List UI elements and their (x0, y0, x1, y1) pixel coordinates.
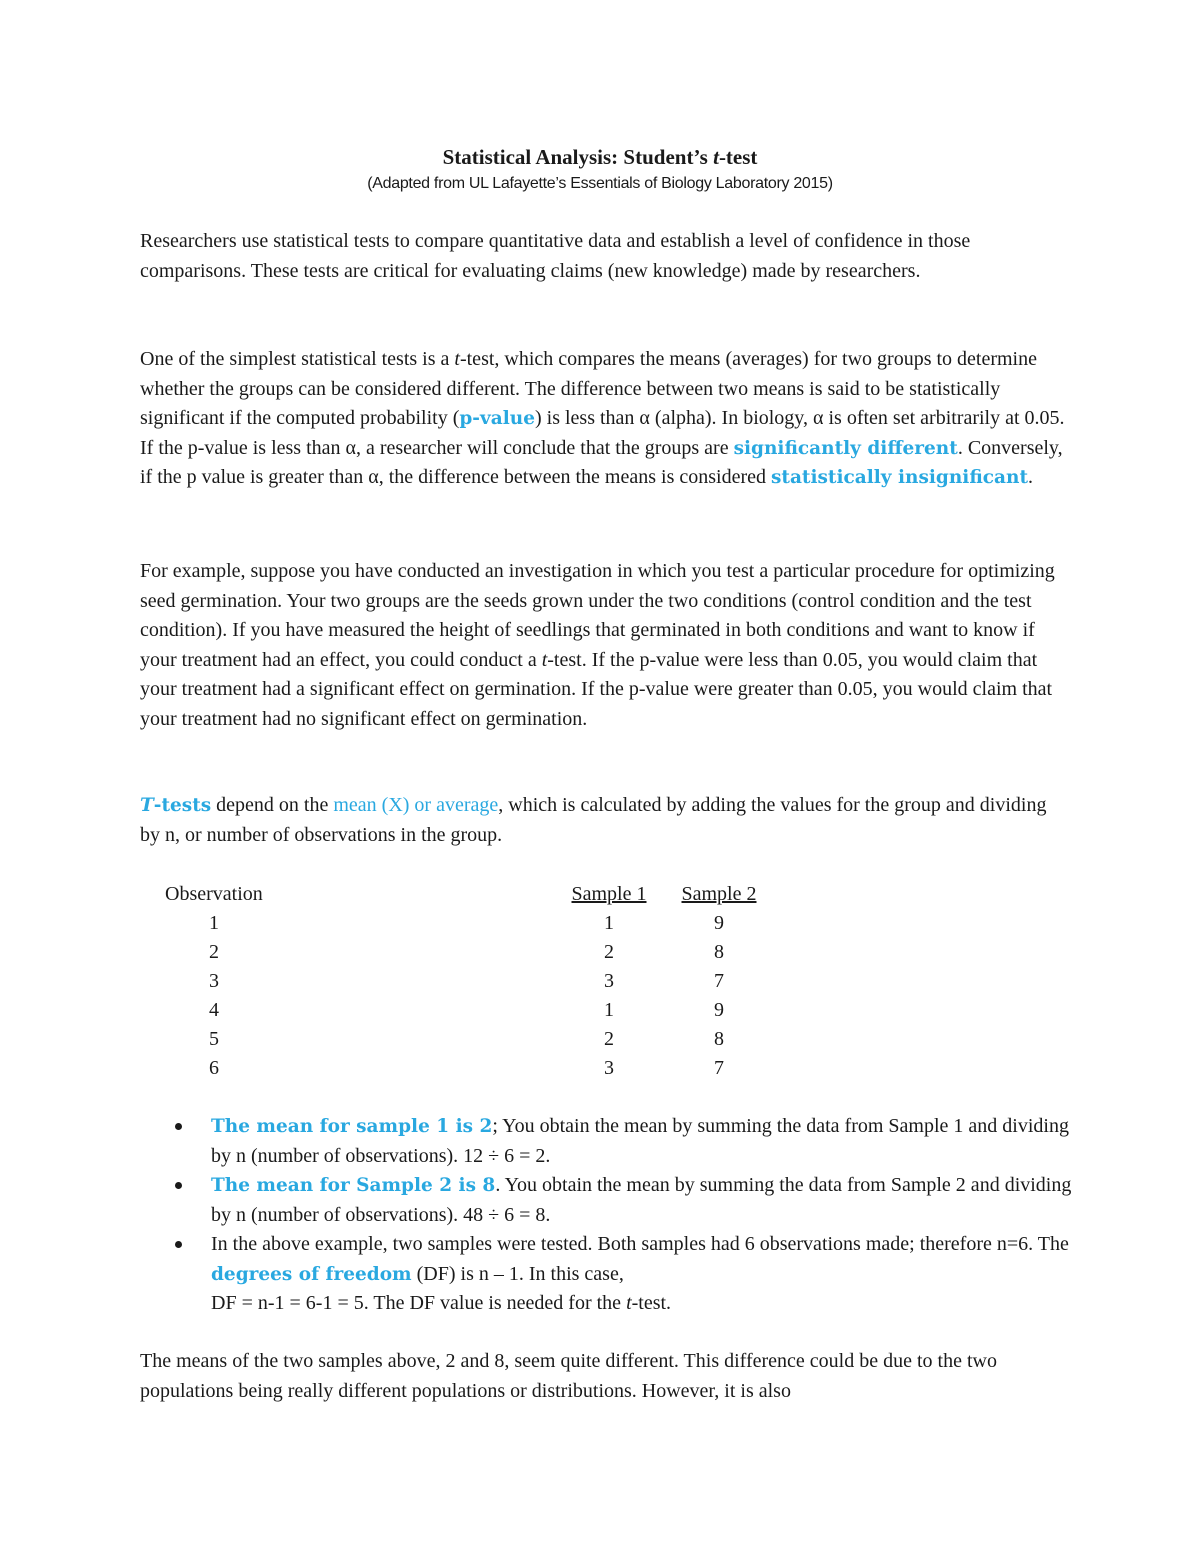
p2-text-i: . (1028, 466, 1034, 488)
degrees-of-freedom-term: degrees of freedom (211, 1263, 412, 1285)
alpha-symbol: α (345, 436, 356, 459)
cell-sample-2: 9 (714, 999, 724, 1021)
paragraph-example (140, 557, 1070, 734)
bullet-icon (175, 1241, 182, 1248)
cell-sample-1: 3 (604, 970, 614, 992)
p3-t-italic: t (541, 648, 548, 671)
list-item (172, 1171, 1072, 1230)
cell-sample-2: 9 (714, 912, 724, 934)
bullet-3-text-c: DF = n-1 = 6-1 = 5. The DF value is needed for the (211, 1292, 627, 1314)
alpha-symbol: α (368, 466, 379, 488)
cell-sample-2: 8 (714, 941, 724, 963)
table-row (140, 938, 774, 967)
bullet-3-text-b: (DF) is n – 1. In this case, (411, 1262, 624, 1285)
p2-text-a: One of the simplest statistical tests is a (140, 348, 455, 370)
spacer (359, 1054, 554, 1083)
p2-text-d: (alpha). In biology, (649, 407, 814, 429)
bullet-3-text-a: In the above example, two samples were tested. Both samples had 6 observations made; therefore n=6. The (211, 1233, 1069, 1255)
title-prefix: Statistical Analysis: Student’s (442, 145, 714, 169)
paragraph-mean (140, 791, 1070, 850)
table-header-row (140, 880, 774, 909)
significantly-different-term: significantly different (733, 437, 958, 459)
cell-observation: 1 (209, 912, 219, 934)
paragraph-ttest-definition (140, 345, 1070, 493)
t-tests-t-italic: T (140, 795, 154, 816)
paragraph-means-comparison: The means of the two samples above, 2 and 8, seem quite different. This difference could be due to the two populations being really different populations or distributions. However, it is also (140, 1350, 997, 1402)
cell-observation: 6 (209, 1057, 219, 1079)
bullet-list (172, 1112, 1072, 1319)
spacer (359, 938, 554, 967)
bullet-icon (175, 1182, 182, 1189)
alpha-symbol: α (639, 407, 650, 429)
table-row (140, 909, 774, 938)
cell-sample-2: 8 (714, 1028, 724, 1050)
mean-sample-1-term: The mean for sample 1 is 2 (211, 1116, 493, 1137)
spacer (359, 967, 554, 996)
mean-average-term: mean (X) or average (333, 794, 499, 816)
page-subtitle: (Adapted from UL Lafayette’s Essentials of Biology Laboratory 2015) (367, 175, 833, 192)
table-row (140, 1025, 774, 1054)
spacer (359, 880, 554, 909)
alpha-symbol: α (813, 407, 824, 429)
header-sample-1 (554, 880, 664, 909)
bullet-3-text-d: -test. (631, 1292, 672, 1314)
cell-observation: 3 (209, 970, 219, 992)
bullet-2-text: . You obtain the mean by summing the data from Sample 2 and dividing by n (number of observations). 48 ÷ 6 = 8. (211, 1174, 1072, 1226)
mean-sample-2-term: The mean for Sample 2 is 8 (211, 1175, 496, 1196)
title-suffix: -test (718, 145, 758, 169)
header-sample-2 (664, 880, 774, 909)
list-item (172, 1112, 1072, 1171)
table-row (140, 996, 774, 1025)
list-item (172, 1230, 1072, 1319)
observation-table (140, 880, 774, 1083)
t-tests-term (140, 795, 211, 816)
p3-text-a: For example, suppose you have conducted an investigation in which you test a particular procedure for optimizing seed germination. Your two groups are the seeds grown under the two conditions (control condition and the test condition). If you have measured the height of seedlings that germinated in both conditions and want to know if your treatment had an effect, you could conduct a (140, 560, 1055, 671)
cell-sample-1: 2 (604, 1028, 614, 1050)
p2-text-h: , the difference between the means is considered (378, 466, 771, 488)
bullet-3-t-italic: t (626, 1292, 632, 1314)
cell-sample-1: 2 (604, 941, 614, 963)
statistically-insignificant-term: statistically insignificant (770, 467, 1029, 488)
cell-sample-1: 1 (604, 912, 614, 934)
p-value-term: p-value (459, 408, 535, 429)
cell-sample-2: 7 (714, 1057, 724, 1079)
p2-text-f: , a researcher will conclude that the groups are (355, 436, 734, 459)
cell-observation: 4 (209, 999, 219, 1021)
spacer (359, 1025, 554, 1054)
p4-text-a: depend on the (211, 794, 334, 816)
header-observation: Observation (165, 883, 263, 905)
p2-text-e: is often set arbitrarily at 0.05. If the p-value is less than (140, 407, 1065, 459)
header-sample-1-label: Sample 1 (571, 883, 647, 905)
paragraph-intro: Researchers use statistical tests to compare quantitative data and establish a level of confidence in those comparisons. These tests are critical for evaluating claims (new knowledge) made by researchers. (140, 230, 971, 282)
t-tests-suffix: -tests (153, 795, 212, 816)
bullet-icon (175, 1123, 182, 1130)
cell-sample-1: 1 (604, 999, 614, 1021)
spacer (359, 909, 554, 938)
p3-text-b: -test. If the p-value were less than 0.05, you would claim that your treatment had a significant effect on germination. If the p-value were greater than 0.05, you would claim that your treatment had no significant effect on germination. (140, 648, 1053, 730)
title-t-italic: t (713, 145, 719, 169)
p4-text-b: , which is calculated by adding the values for the group and dividing by n, or number of observations in the group. (140, 794, 1047, 846)
header-sample-2-label: Sample 2 (681, 883, 757, 905)
p2-text-c: ) is less than (534, 407, 640, 429)
spacer (359, 996, 554, 1025)
cell-sample-1: 3 (604, 1057, 614, 1079)
bullet-1-text: ; You obtain the mean by summing the data from Sample 1 and dividing by n (number of observations). 12 ÷ 6 = 2. (211, 1115, 1069, 1167)
p2-t-italic: t (454, 348, 460, 370)
p2-text-g: . Conversely, if the p value is greater than (140, 436, 1063, 488)
cell-observation: 5 (209, 1028, 219, 1050)
p2-text-b: -test, which compares the means (averages) for two groups to determine whether the groups can be considered different. The difference between two means is said to be statistically significant if the computed probability ( (140, 348, 1037, 429)
page-title (0, 145, 1200, 170)
cell-sample-2: 7 (714, 970, 724, 992)
table-row (140, 1054, 774, 1083)
table-row (140, 967, 774, 996)
cell-observation: 2 (209, 941, 219, 963)
